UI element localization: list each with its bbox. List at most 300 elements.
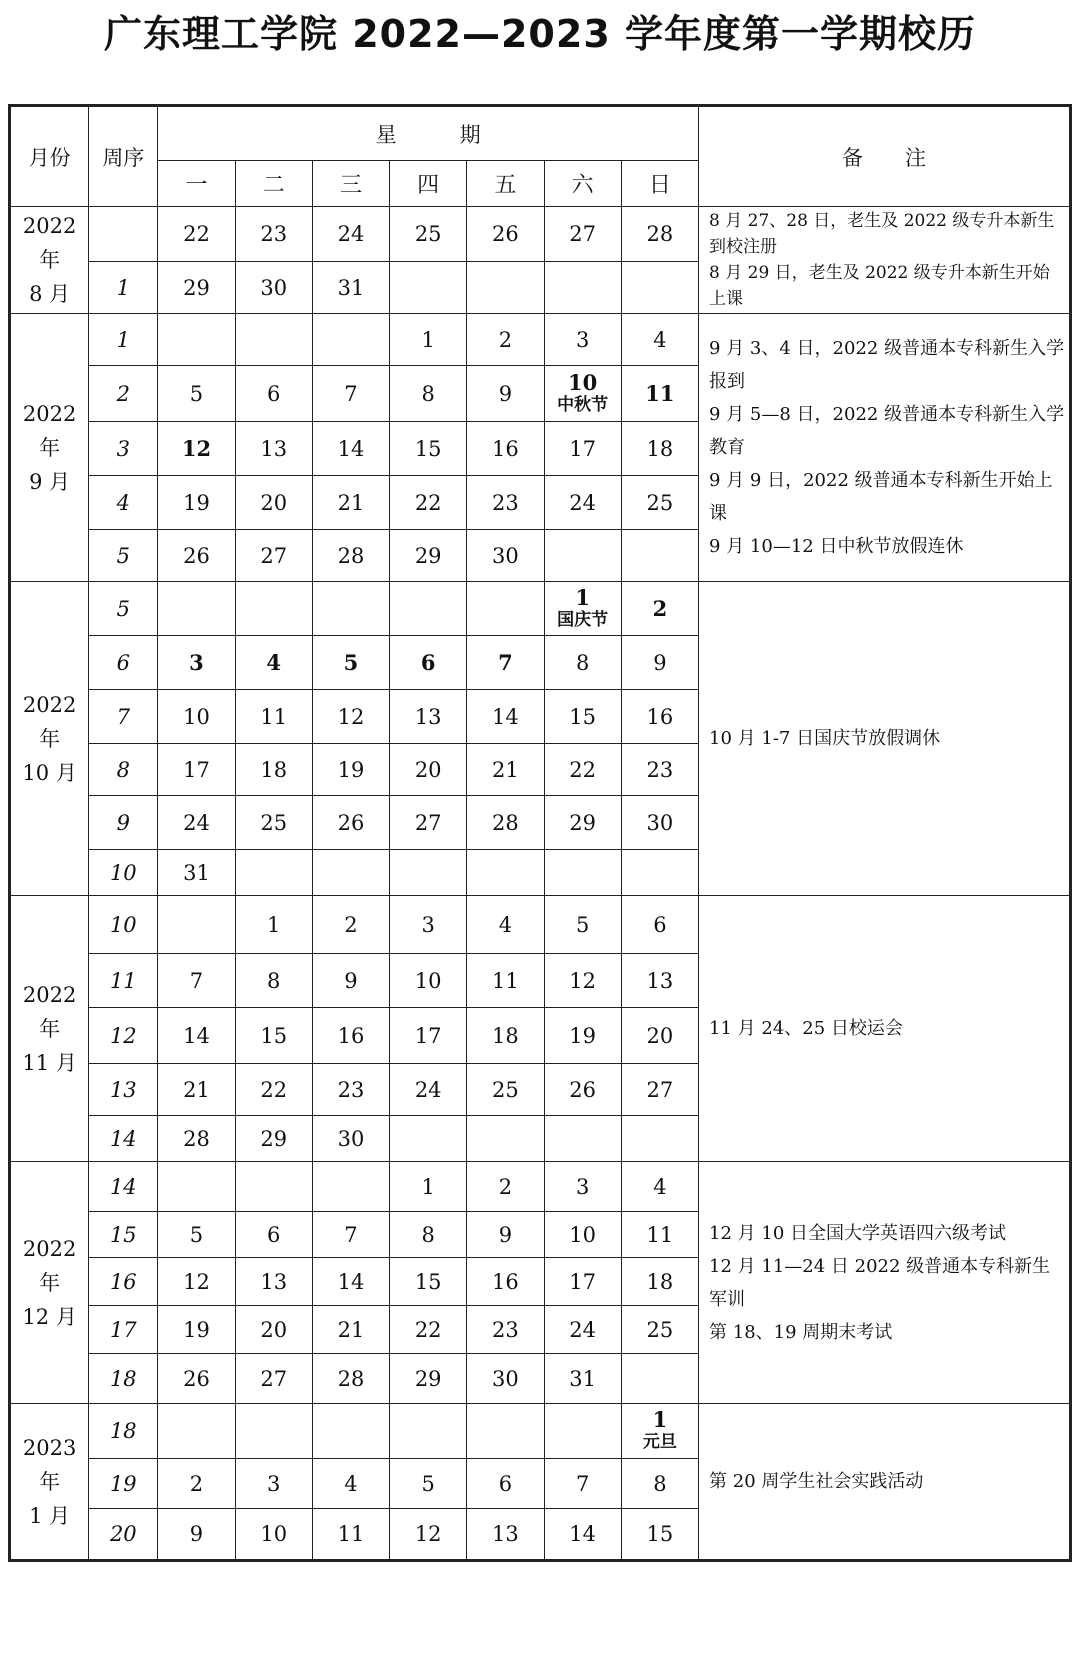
day-cell <box>158 1306 235 1354</box>
day-number: 24 <box>183 810 210 835</box>
day-cell <box>158 262 235 314</box>
day-cell <box>621 530 698 582</box>
note-line: 9 月 10—12 日中秋节放假连休 <box>709 536 964 557</box>
day-cell <box>467 1008 544 1064</box>
week-number: 14 <box>89 1116 158 1162</box>
note-line: 8 月 29 日，老生及 2022 级专升本新生开始上课 <box>709 263 1050 309</box>
day-cell <box>158 896 235 954</box>
day-cell <box>621 690 698 744</box>
day-cell <box>621 1162 698 1212</box>
day-number: 12 <box>183 1269 210 1294</box>
day-cell <box>235 1162 312 1212</box>
day-cell <box>467 1212 544 1258</box>
day-cell <box>390 262 467 314</box>
day-cell <box>158 1258 235 1306</box>
day-cell <box>621 796 698 850</box>
day-cell <box>621 1064 698 1116</box>
day-number: 15 <box>646 1522 674 1546</box>
week-row <box>10 207 1071 262</box>
day-number: 12 <box>414 1522 442 1546</box>
day-number: 25 <box>260 810 288 835</box>
day-number: 29 <box>414 543 442 568</box>
day-number: 26 <box>183 543 210 568</box>
day-number: 10 <box>569 1222 597 1247</box>
week-number: 3 <box>89 422 158 476</box>
week-number: 15 <box>89 1212 158 1258</box>
day-number: 19 <box>337 757 365 782</box>
week-number: 10 <box>89 896 158 954</box>
week-number: 17 <box>89 1306 158 1354</box>
day-cell <box>390 636 467 690</box>
day-cell <box>467 1306 544 1354</box>
day-number: 30 <box>260 275 288 300</box>
month-label <box>10 1404 89 1561</box>
day-cell <box>544 1162 621 1212</box>
day-cell <box>390 1306 467 1354</box>
day-cell <box>390 690 467 744</box>
day-number: 14 <box>183 1023 210 1048</box>
note-line: 12 月 11—24 日 2022 级普通本专科新生军训 <box>709 1255 1051 1310</box>
weekday-4: 四 <box>390 161 467 207</box>
day-number: 7 <box>344 1222 358 1247</box>
day-cell <box>235 582 312 636</box>
day-cell <box>312 1116 389 1162</box>
day-cell <box>467 850 544 896</box>
day-cell <box>621 1509 698 1561</box>
day-cell <box>235 636 312 690</box>
day-number: 1 <box>575 584 590 610</box>
day-number: 13 <box>260 436 288 461</box>
day-cell <box>544 262 621 314</box>
day-number: 12 <box>569 968 597 993</box>
week-number: 2 <box>89 366 158 422</box>
day-cell <box>312 366 389 422</box>
day-cell <box>544 207 621 262</box>
day-cell <box>158 1116 235 1162</box>
day-number: 6 <box>498 1471 513 1496</box>
month-label <box>10 1162 89 1404</box>
day-cell <box>544 896 621 954</box>
day-cell <box>467 366 544 422</box>
holiday-label: 元旦 <box>642 1432 677 1452</box>
day-cell <box>621 744 698 796</box>
day-cell <box>312 1354 389 1404</box>
day-number: 1 <box>421 327 435 352</box>
day-number: 14 <box>337 436 365 461</box>
day-cell <box>235 1212 312 1258</box>
week-number: 18 <box>89 1354 158 1404</box>
month-label-line: 2022 年 <box>22 692 77 751</box>
day-number: 23 <box>492 490 519 515</box>
day-number: 30 <box>492 1366 519 1391</box>
day-number: 7 <box>575 1471 590 1496</box>
day-number: 25 <box>492 1077 519 1102</box>
day-number: 21 <box>183 1077 210 1102</box>
day-cell <box>158 1459 235 1509</box>
day-number: 9 <box>498 1222 513 1247</box>
day-cell <box>467 954 544 1008</box>
day-cell <box>312 582 389 636</box>
week-number: 10 <box>89 850 158 896</box>
weekday-6: 六 <box>544 161 621 207</box>
day-cell <box>390 744 467 796</box>
day-number: 30 <box>337 1126 365 1151</box>
day-cell <box>467 207 544 262</box>
day-cell <box>158 850 235 896</box>
day-cell <box>467 530 544 582</box>
day-cell <box>621 1258 698 1306</box>
day-cell <box>235 850 312 896</box>
day-number: 27 <box>646 1077 674 1102</box>
note-line: 10 月 1-7 日国庆节放假调休 <box>709 728 941 749</box>
weekday-7: 日 <box>621 161 698 207</box>
day-number: 3 <box>575 327 590 352</box>
day-cell <box>621 1116 698 1162</box>
day-cell <box>158 744 235 796</box>
day-cell <box>390 1212 467 1258</box>
day-number: 31 <box>569 1366 597 1391</box>
week-number: 16 <box>89 1258 158 1306</box>
day-number: 28 <box>337 1366 365 1391</box>
day-number: 11 <box>646 1222 674 1247</box>
notes-cell <box>699 1162 1071 1404</box>
month-label-line: 1 月 <box>29 1503 71 1528</box>
week-number: 5 <box>89 530 158 582</box>
day-number: 13 <box>260 1269 288 1294</box>
day-number: 24 <box>414 1077 442 1102</box>
day-cell <box>312 1404 389 1459</box>
day-number: 14 <box>337 1269 365 1294</box>
day-cell <box>312 1459 389 1509</box>
day-cell <box>390 422 467 476</box>
day-number: 10 <box>260 1522 288 1546</box>
day-cell <box>544 1404 621 1459</box>
day-cell <box>544 744 621 796</box>
day-number: 31 <box>337 275 365 300</box>
week-number: 5 <box>89 582 158 636</box>
day-cell <box>390 1008 467 1064</box>
notes-cell <box>699 314 1071 582</box>
day-cell <box>312 796 389 850</box>
day-cell <box>621 314 698 366</box>
day-number: 13 <box>414 704 442 729</box>
day-cell <box>312 954 389 1008</box>
note-line: 12 月 10 日全国大学英语四六级考试 <box>709 1222 1006 1244</box>
weekday-2: 二 <box>235 161 312 207</box>
day-number: 2 <box>652 596 668 621</box>
day-cell <box>621 207 698 262</box>
day-cell <box>312 896 389 954</box>
day-cell <box>390 1509 467 1561</box>
day-number: 7 <box>344 381 358 406</box>
day-number: 18 <box>260 757 288 782</box>
day-number: 11 <box>645 381 675 406</box>
day-cell <box>312 636 389 690</box>
day-number: 10 <box>183 704 210 729</box>
day-cell <box>467 796 544 850</box>
day-cell <box>235 1064 312 1116</box>
day-cell <box>544 636 621 690</box>
week-header: 周序 <box>89 106 158 207</box>
week-number: 6 <box>89 636 158 690</box>
month-label-line: 9 月 <box>29 469 71 494</box>
note-line: 第 18、19 周期末考试 <box>709 1321 893 1343</box>
day-number: 4 <box>266 650 282 675</box>
note-line: 9 月 3、4 日，2022 级普通本专科新生入学报到 <box>709 338 1065 392</box>
day-number: 4 <box>653 327 667 352</box>
day-number: 25 <box>414 222 442 246</box>
day-cell <box>621 850 698 896</box>
day-cell <box>467 476 544 530</box>
week-number: 9 <box>89 796 158 850</box>
day-number: 29 <box>260 1126 288 1151</box>
day-number: 3 <box>421 912 435 937</box>
day-cell <box>467 1162 544 1212</box>
page-title: 广东理工学院 2022—2023 学年度第一学期校历 <box>104 12 976 56</box>
day-cell <box>235 1509 312 1561</box>
day-number: 20 <box>260 1317 288 1342</box>
day-cell <box>390 530 467 582</box>
month-label-line: 2022 年 <box>22 1236 77 1295</box>
day-cell <box>390 207 467 262</box>
day-cell <box>621 422 698 476</box>
day-cell <box>390 896 467 954</box>
day-cell <box>621 1404 698 1459</box>
day-number: 16 <box>492 1269 519 1294</box>
day-cell <box>390 1404 467 1459</box>
day-cell <box>467 1354 544 1404</box>
day-number: 21 <box>492 757 519 782</box>
day-number: 4 <box>344 1471 358 1496</box>
week-row <box>10 896 1071 954</box>
day-number: 5 <box>343 650 359 675</box>
day-cell <box>235 366 312 422</box>
day-cell <box>158 1008 235 1064</box>
day-number: 11 <box>337 1522 365 1546</box>
day-cell <box>621 476 698 530</box>
day-number: 10 <box>568 369 598 395</box>
day-cell <box>235 1306 312 1354</box>
day-cell <box>544 582 621 636</box>
holiday-label: 中秋节 <box>557 394 609 415</box>
day-number: 28 <box>337 543 365 568</box>
day-number: 18 <box>646 1269 674 1294</box>
day-cell <box>235 207 312 262</box>
day-number: 5 <box>575 912 590 937</box>
day-cell <box>312 1509 389 1561</box>
day-cell <box>544 1354 621 1404</box>
weekday-5: 五 <box>467 161 544 207</box>
day-cell <box>544 366 621 422</box>
day-number: 17 <box>183 757 210 782</box>
month-label-line: 2023 年 <box>22 1435 77 1494</box>
day-number: 17 <box>569 1269 597 1294</box>
day-cell <box>158 636 235 690</box>
day-cell <box>158 1162 235 1212</box>
day-number: 29 <box>569 810 597 835</box>
day-cell <box>312 850 389 896</box>
day-cell <box>235 262 312 314</box>
week-number: 19 <box>89 1459 158 1509</box>
day-cell <box>312 530 389 582</box>
day-number: 22 <box>414 490 442 515</box>
day-cell <box>467 1116 544 1162</box>
day-number: 23 <box>646 757 674 782</box>
day-number: 17 <box>569 436 597 461</box>
day-cell <box>544 314 621 366</box>
week-number: 13 <box>89 1064 158 1116</box>
month-label <box>10 207 89 314</box>
week-number: 7 <box>89 690 158 744</box>
day-cell <box>467 1258 544 1306</box>
note-line: 11 月 24、25 日校运会 <box>709 1018 903 1039</box>
day-number: 23 <box>260 222 288 246</box>
day-number: 17 <box>414 1023 442 1048</box>
day-cell <box>467 1459 544 1509</box>
month-label-line: 11 月 <box>22 1050 77 1075</box>
day-cell <box>312 1306 389 1354</box>
day-cell <box>235 530 312 582</box>
day-number: 27 <box>414 810 442 835</box>
day-number: 29 <box>414 1366 442 1391</box>
day-cell <box>467 896 544 954</box>
day-number: 22 <box>260 1077 288 1102</box>
day-cell <box>312 1258 389 1306</box>
calendar-table <box>8 104 1072 1562</box>
day-number: 1 <box>421 1174 435 1199</box>
notes-cell <box>699 896 1071 1162</box>
day-cell <box>621 954 698 1008</box>
day-number: 22 <box>414 1317 442 1342</box>
day-number: 24 <box>337 222 365 246</box>
day-number: 2 <box>344 912 358 937</box>
month-label-line: 2022 年 <box>22 401 77 460</box>
note-line: 第 20 周学生社会实践活动 <box>709 1471 924 1492</box>
day-cell <box>312 1162 389 1212</box>
day-number: 19 <box>569 1023 597 1048</box>
day-number: 3 <box>267 1471 281 1496</box>
month-label <box>10 314 89 582</box>
day-number: 4 <box>498 912 513 937</box>
day-cell <box>312 1064 389 1116</box>
day-cell <box>235 1354 312 1404</box>
day-cell <box>235 476 312 530</box>
day-cell <box>312 476 389 530</box>
day-number: 29 <box>183 275 210 300</box>
day-number: 31 <box>183 860 210 885</box>
day-number: 15 <box>414 1269 442 1294</box>
day-cell <box>158 366 235 422</box>
day-cell <box>621 1354 698 1404</box>
day-number: 1 <box>267 912 281 937</box>
day-cell <box>390 476 467 530</box>
day-cell <box>544 1306 621 1354</box>
day-cell <box>621 1212 698 1258</box>
holiday-label: 国庆节 <box>557 609 609 630</box>
day-number: 12 <box>181 436 212 461</box>
day-number: 5 <box>189 381 204 406</box>
day-cell <box>235 954 312 1008</box>
day-cell <box>390 1354 467 1404</box>
day-number: 8 <box>421 381 435 406</box>
day-number: 22 <box>183 222 210 246</box>
day-number: 5 <box>421 1471 435 1496</box>
day-cell <box>467 1404 544 1459</box>
day-number: 10 <box>414 968 442 993</box>
day-number: 1 <box>652 1407 668 1432</box>
day-cell <box>312 314 389 366</box>
day-cell <box>390 1064 467 1116</box>
day-number: 4 <box>653 1174 667 1199</box>
day-number: 11 <box>260 704 288 729</box>
day-number: 8 <box>267 968 281 993</box>
day-cell <box>544 850 621 896</box>
weekday-1: 一 <box>158 161 235 207</box>
day-number: 19 <box>183 490 210 515</box>
day-number: 15 <box>260 1023 288 1048</box>
day-cell <box>158 530 235 582</box>
day-number: 15 <box>569 704 597 729</box>
day-cell <box>621 1459 698 1509</box>
day-number: 26 <box>337 810 365 835</box>
day-number: 9 <box>498 381 513 406</box>
day-number: 5 <box>189 1222 204 1247</box>
day-cell <box>158 1509 235 1561</box>
day-number: 7 <box>498 650 513 675</box>
week-number: 4 <box>89 476 158 530</box>
day-number: 25 <box>646 1317 674 1342</box>
day-cell <box>544 690 621 744</box>
day-cell <box>390 1116 467 1162</box>
day-number: 28 <box>646 222 674 246</box>
day-cell <box>235 1258 312 1306</box>
month-label <box>10 582 89 896</box>
day-number: 15 <box>414 436 442 461</box>
day-cell <box>390 314 467 366</box>
day-number: 12 <box>337 704 365 729</box>
day-cell <box>158 582 235 636</box>
day-cell <box>158 1064 235 1116</box>
day-number: 22 <box>569 757 597 782</box>
note-line: 9 月 9 日，2022 级普通本专科新生开始上课 <box>709 470 1053 524</box>
day-cell <box>621 262 698 314</box>
month-label <box>10 896 89 1162</box>
day-cell <box>621 896 698 954</box>
day-number: 18 <box>492 1023 519 1048</box>
day-cell <box>158 796 235 850</box>
day-cell <box>621 636 698 690</box>
day-cell <box>467 744 544 796</box>
day-cell <box>235 744 312 796</box>
day-cell <box>312 744 389 796</box>
day-number: 14 <box>492 704 519 729</box>
day-number: 28 <box>183 1126 210 1151</box>
day-number: 23 <box>492 1317 519 1342</box>
day-cell <box>158 476 235 530</box>
day-cell <box>312 262 389 314</box>
day-number: 27 <box>569 222 597 246</box>
day-cell <box>390 796 467 850</box>
day-cell <box>544 1064 621 1116</box>
day-cell <box>544 796 621 850</box>
day-cell <box>235 314 312 366</box>
day-cell <box>312 207 389 262</box>
day-cell <box>544 1212 621 1258</box>
day-number: 3 <box>575 1174 590 1199</box>
day-cell <box>158 207 235 262</box>
day-cell <box>235 690 312 744</box>
day-cell <box>158 314 235 366</box>
